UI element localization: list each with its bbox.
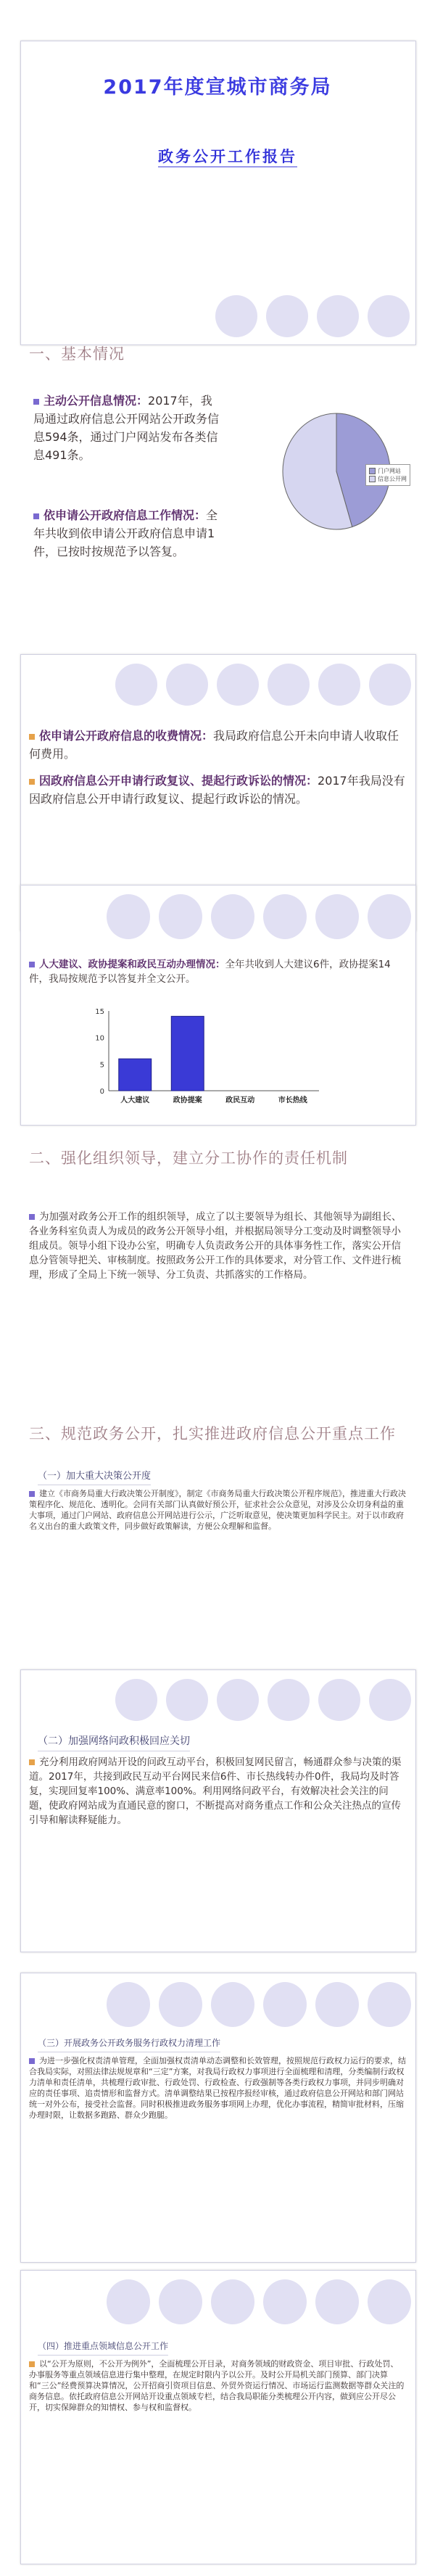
item-text: 我局政府信息公开未向申请人收取任何费用。 [29,729,399,761]
decor-circles [107,894,411,939]
decor-circle [217,664,259,706]
info-item-request-disclosure [33,506,220,561]
decor-circle [369,1679,411,1721]
decor-circle [368,1982,411,2027]
decor-circle [211,2279,254,2324]
decor-circle [115,664,157,706]
decor-circle [263,2279,307,2324]
subsection-text [29,2358,406,2413]
disclosure-pie-chart [274,405,419,534]
section2-heading: 二、强化组织领导，建立分工协作的责任机制 [29,1149,348,1167]
decor-circles [115,1679,411,1721]
decor-circle [315,2279,359,2324]
item-text: 全年共收到依申请公开政府信息申请1件，已按时按规范予以答复。 [33,508,218,558]
decor-circle [317,295,359,337]
bullet-icon [29,2361,35,2367]
decor-circle [368,295,410,337]
decor-circle [217,1679,259,1721]
item-label: 人大建议、政协提案和政民互动办理情况： [39,959,225,970]
paragraph-text: 建立《市商务局重大行政决策公开制度》，制定《市商务局重大行政决策公开程序规范》，推进重大行政决策程序化、规范化、透明化。会同有关部门认真做好预公开，征求社会公众意见，对涉及公众切身利益的重大事项，通过门户网站、政府信息公开网站进行公示，广泛听取意见，使决策更加科学民主。对于以市政府名义出台的重大政策文件，同步做好政策解读，方便公众理解和监督。 [29,1489,406,1531]
paragraph-text: 充分利用政府网站开设的问政互动平台，积极回复网民留言，畅通群众参与决策的渠道。2017年，共接到政民互动平台网民来信6件、市长热线转办件0件，我局均及时答复，实现回复率100%、满意率100%。利用网络问政平台，有效解决社会关注的问题，使政府网站成为直通民意的窗口，不断提高对商务重点工作和公众关注热点的宣传引导和解读释疑能力。 [29,1756,402,1826]
decor-circle [159,1982,202,2027]
item-label: 依申请公开政府信息的收费情况： [39,729,214,743]
bullet-icon [29,779,35,785]
bullet-icon [29,1759,35,1765]
item-label: 因政府信息公开申请行政复议、提起行政诉讼的情况： [39,774,318,788]
subsection-title: （四）推进重点领域信息公开工作 [38,2340,168,2356]
item-text: 2017年我局没有因政府信息公开申请行政复议、提起行政诉讼的情况。 [29,774,405,806]
decor-circle [268,664,310,706]
decor-circles [107,2279,411,2324]
y-tick-label: 5 [99,1061,104,1070]
decor-circles [107,1982,411,2027]
section1-heading: 一、基本情况 [29,345,125,363]
decor-circle [115,1679,157,1721]
decor-circle [107,1982,150,2027]
item-label: 主动公开信息情况： [44,394,149,408]
info-item-fees [29,727,406,763]
item-text: 全年共收到人大建议6件，政协提案14件，我局按规范予以答复并全文公开。 [29,959,391,985]
decor-circle [166,1679,208,1721]
bullet-icon [29,734,35,740]
decor-circle [318,664,360,706]
decor-circle [368,2279,411,2324]
info-item-proposals [29,957,405,986]
decor-circle [315,894,359,939]
subsection-text [29,2055,406,2121]
info-item-review-litigation [29,772,406,808]
decor-circles [215,295,410,337]
decor-circle [166,664,208,706]
decor-circle [159,894,202,939]
decor-circle [211,894,254,939]
subsection-text [29,1755,406,1828]
item-text: 2017年，我局通过政府信息公开网站公开政务信息594条，通过门户网站发布各类信息491条。 [33,394,220,462]
proposals-bar-chart [58,1004,362,1112]
bullet-icon [29,962,35,967]
bar-0 [119,1059,152,1091]
legend-label: 信息公开网 [378,476,407,482]
subsection-title: （一）加大重大决策公开度 [38,1468,151,1485]
decor-circle [215,295,257,337]
decor-circle [368,894,411,939]
legend-swatch [369,468,376,474]
decor-circle [211,1982,254,2027]
report-title: 2017年度宣城市商务局 [103,76,332,99]
report-subtitle: 政务公开工作报告 [158,148,297,165]
bullet-icon [29,2058,35,2064]
x-tick-label: 市长热线 [278,1097,307,1105]
bullet-icon [33,513,39,519]
bar-1 [171,1016,204,1091]
decor-circle [369,664,411,706]
paragraph-text: 以“公开为原则，不公开为例外”，全面梳理公开目录，对商务领域的财政资金、项目审批、行政处罚、办事服务等重点领域信息进行集中整理，在规定时限内予以公开。及时公开局机关部门预算、部门决算和“三公”经费预算决算情况，公开招商引资项目信息、外贸外资运行情况、市场运行监测数据等群众关注的商务信息。依托政府信息公开网站开设重点领域专栏，结合我局职能分类梳理公开内容，做到应公开尽公开，切实保障群众的知情权、参与权和监督权。 [29,2359,405,2412]
bullet-icon [29,1214,35,1220]
key-areas-card [20,2270,416,2564]
bullet-icon [29,1491,35,1497]
decor-circle [266,295,308,337]
decor-circle [263,894,307,939]
info-item-active-disclosure [33,392,220,464]
subsection-title: （三）开展政务公开政务服务行政权力清理工作 [38,2036,220,2052]
paragraph-text: 为加强对政务公开工作的组织领导，成立了以主要领导为组长、其他领导为副组长、各业务科室负责人为成员的政务公开领导小组，并根据局领导分工变动及时调整领导小组成员。领导小组下设办公室，明确专人负责政务公开的具体事务性工作，落实公开信息分管领导把关、审核制度。按照政务公开工作的具体要求，对分管工作、文件进行梳理，形成了全局上下统一领导、分工负责、共抓落实的工作格局。 [29,1211,402,1281]
decor-circle [159,2279,202,2324]
decor-circle [107,894,150,939]
section2-paragraph [29,1210,406,1282]
decor-circle [318,1679,360,1721]
decor-circles [115,664,411,706]
item-label: 依申请公开政府信息工作情况： [44,508,207,522]
legend-label: 门户网站 [378,468,401,474]
decor-circle [268,1679,310,1721]
section3-heading: 三、规范政务公开，扎实推进政府信息公开重点工作 [29,1425,396,1442]
legend-entry [369,475,407,483]
pie-legend [365,464,410,486]
y-tick-label: 10 [95,1034,104,1043]
legend-swatch [369,476,376,482]
subsection-title: （二）加强网络问政积极回应关切 [38,1733,190,1751]
x-tick-label: 人大建议 [120,1097,150,1105]
decor-circle [107,2279,150,2324]
paragraph-text: 为进一步强化权责清单管理，全面加强权责清单动态调整和长效管理，按照规范行政权力运行的要求，结合我局实际，对照法律法规规章和“三定”方案，对我局行政权力事项进行全面梳理和清理，分类编制行政权力清单和责任清单，共梳理行政审批、行政处罚、行政检查、行政强制等各类行政权力事项，并同步明确对应的责任事项、追责情形和监督方式。清单调整结果已按程序报经审核，通过政府信息公开网站和部门网站统一对外公布，接受社会监督。同时积极推进政务服务事项网上办理，优化办事流程，精简审批材料，压缩办理时限，让数据多跑路、群众少跑腿。 [29,2056,406,2120]
decor-circle [263,1982,307,2027]
y-tick-label: 15 [95,1008,104,1016]
subsection-text [29,1488,406,1532]
y-tick-label: 0 [99,1088,104,1096]
x-tick-label: 政民互动 [225,1097,255,1105]
x-tick-label: 政协提案 [173,1097,202,1105]
decor-circle [315,1982,359,2027]
legend-entry [369,467,407,475]
bullet-icon [33,399,39,405]
